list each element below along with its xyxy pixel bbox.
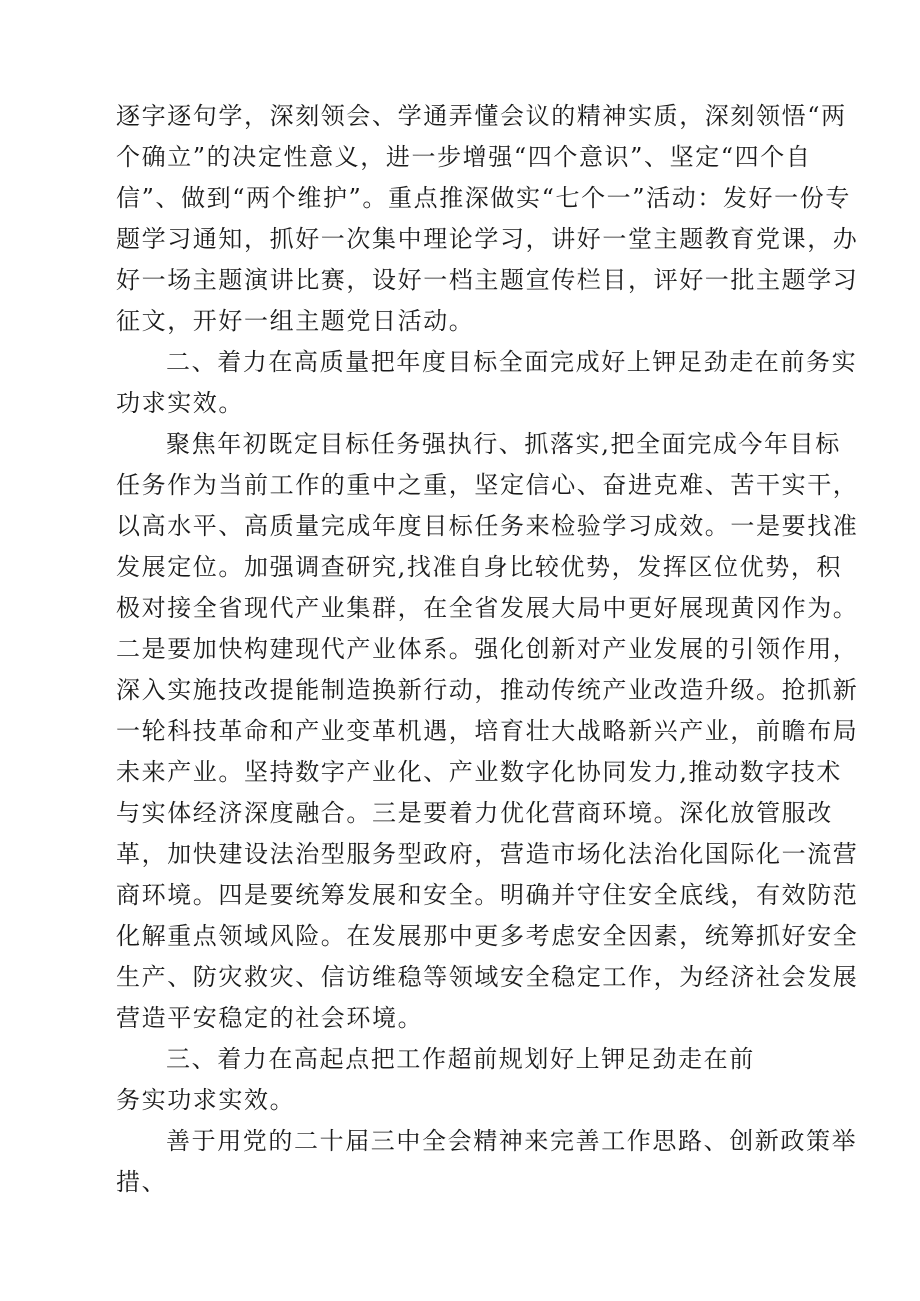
section-heading-three: 三、着力在高起点把工作超前规划好上钾足劲走在前务实功求实效。 (116, 1045, 755, 1114)
paragraph-study-activities: 逐字逐句学，深刻领会、学通弄懂会议的精神实质，深刻领悟“两个确立”的决定性意义，进一步增强“四个意识”、坚定“四个自信”、做到“两个维护”。重点推深做实“七个一”活动：发好一份专题学习通知，抓好一次集中理论学习，讲好一堂主题教育党课，办好一场主题演讲比赛，设好一档主题宣传栏目，评好一批主题学习征文，开好一组主题党日活动。 (116, 102, 859, 335)
paragraph-plenum-spirit: 善于用党的二十届三中全会精神来完善工作思路、创新政策举措、 (116, 1127, 858, 1196)
document-body (116, 96, 860, 1203)
section-heading-two: 二、着力在高质量把年度目标全面完成好上钾足劲走在前务实功求实效。 (116, 348, 858, 417)
paragraph-annual-targets: 聚焦年初既定目标任务强执行、抓落实,把全面完成今年目标任务作为当前工作的重中之重，坚定信心、奋进克难、苦干实干，以高水平、高质量完成年度目标任务来检验学习成效。一是要找准发展定位。加强调查研究,找准自身比较优势，发挥区位优势，积极对接全省现代产业集群，在全省发展大局中更好展现黄冈作为。二是要加快构建现代产业体系。强化创新对产业发展的引领作用，深入实施技改提能制造换新行动，推动传统产业改造升级。抢抓新一轮科技革命和产业变革机遇，培育壮大战略新兴产业，前瞻布局未来产业。坚持数字产业化、产业数字化协同发力,推动数字技术与实体经济深度融合。三是要着力优化营商环境。深化放管服改革，加快建设法治型服务型政府，营造市场化法治化国际化一流营商环境。四是要统筹发展和安全。明确并守住安全底线，有效防范化解重点领域风险。在发展那中更多考虑安全因素，统筹抓好安全生产、防灾救灾、信访维稳等领域安全稳定工作，为经济社会发展营造平安稳定的社会环境。 (116, 430, 859, 1032)
